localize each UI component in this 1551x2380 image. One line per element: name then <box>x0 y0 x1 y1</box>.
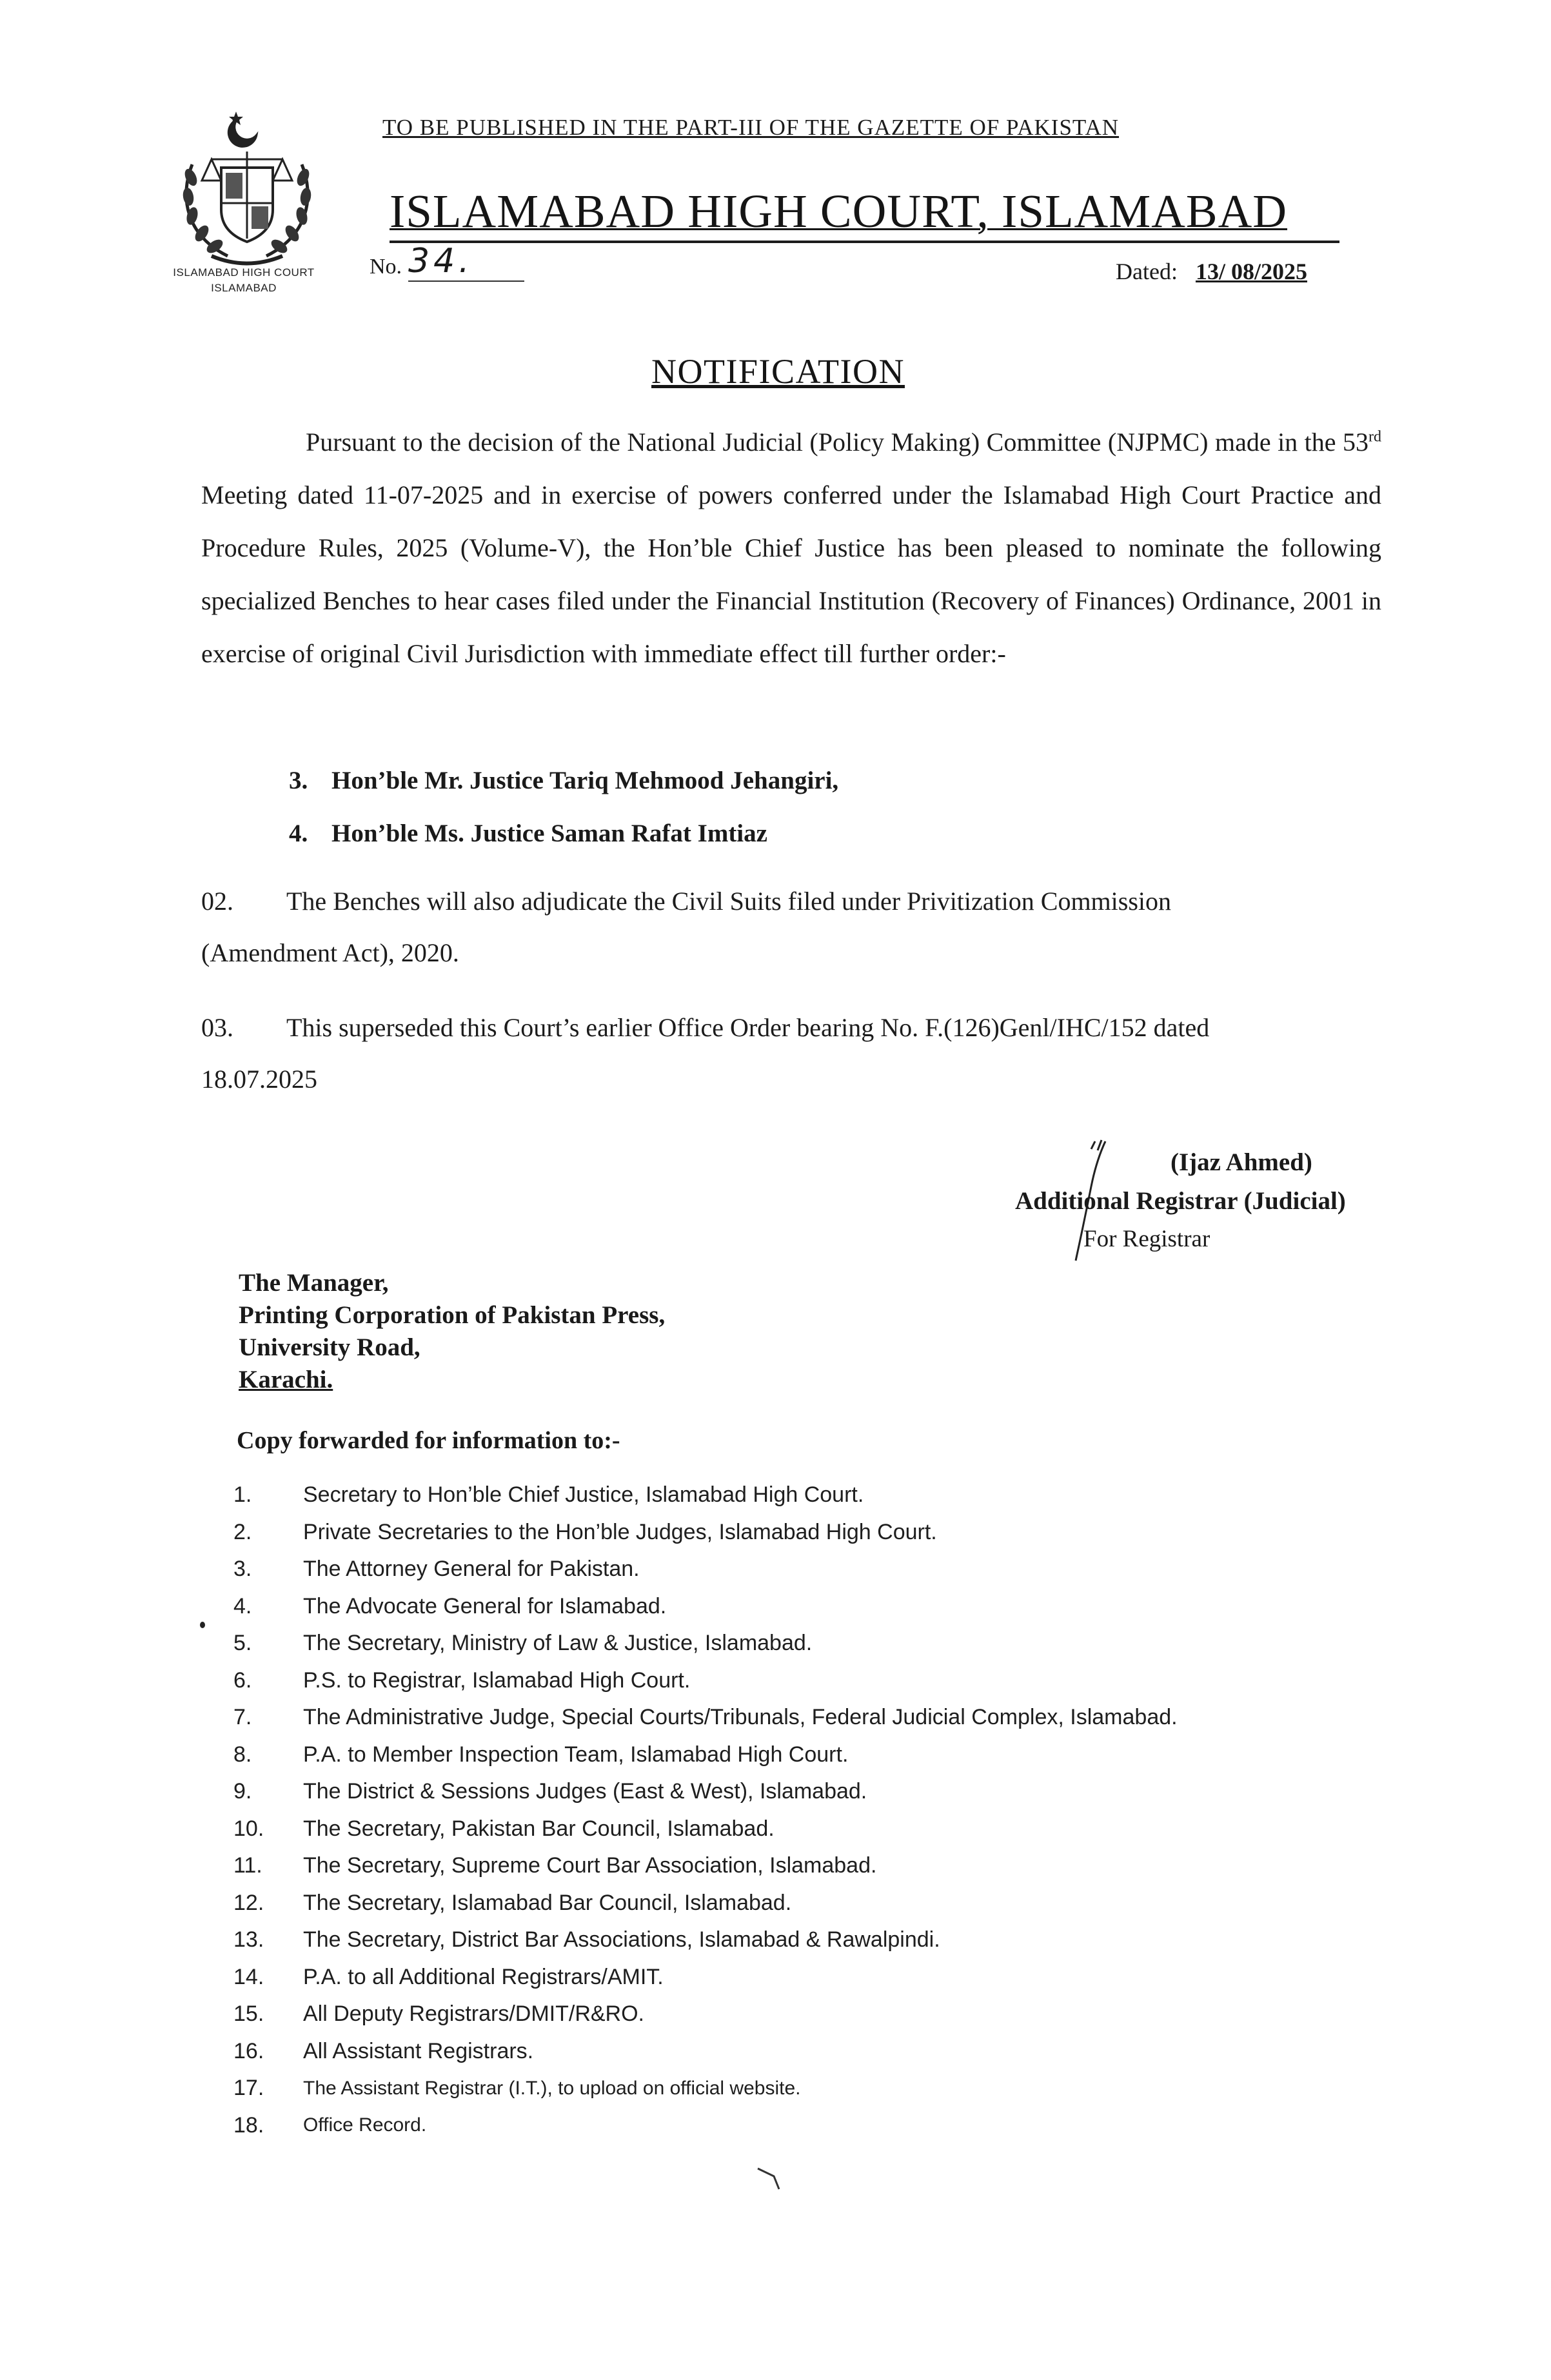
list-number: 12. <box>233 1890 264 1915</box>
list-text: Private Secretaries to the Hon’ble Judges, Islamabad High Court. <box>303 1519 937 1544</box>
signatory-for: For Registrar <box>1083 1226 1210 1252</box>
bench-judge: Hon’ble Ms. Justice Saman Rafat Imtiaz <box>331 820 767 847</box>
scan-speck <box>200 1622 205 1628</box>
list-text: Office Record. <box>303 2114 427 2136</box>
list-number: 18. <box>233 2112 264 2138</box>
para3-number: 03. <box>201 1013 233 1042</box>
addressee-line1: The Manager, <box>239 1269 389 1297</box>
para2-text-line1: The Benches will also adjudicate the Civil Suits filed under Privitization Commission <box>286 887 1172 916</box>
scan-mark <box>755 2163 793 2196</box>
bench-number: 3. <box>289 767 308 794</box>
addressee-line3: University Road, <box>239 1333 420 1361</box>
list-item <box>233 1736 1427 1774</box>
list-number: 9. <box>233 1779 252 1804</box>
addressee-line4: Karachi. <box>239 1366 333 1393</box>
list-text: All Deputy Registrars/DMIT/R&RO. <box>303 2001 644 2027</box>
benches-list <box>289 754 838 860</box>
body-paragraph-1 <box>201 416 1381 680</box>
document-title: NOTIFICATION <box>651 352 905 391</box>
list-item <box>233 1662 1427 1700</box>
list-item <box>233 1588 1427 1626</box>
list-number: 8. <box>233 1742 252 1767</box>
list-text: The District & Sessions Judges (East & West), Islamabad. <box>303 1779 867 1804</box>
emblem-caption <box>157 265 331 296</box>
signatory-name: (Ijaz Ahmed) <box>1171 1148 1312 1176</box>
emblem-caption-line2: ISLAMABAD <box>211 282 277 294</box>
list-text: The Secretary, Ministry of Law & Justice, Islamabad. <box>303 1631 813 1656</box>
addressee-block <box>239 1267 665 1396</box>
dated-value: 13/ 08/2025 <box>1195 259 1307 284</box>
para3-text-line1: This superseded this Court’s earlier Office Order bearing No. F.(126)Genl/IHC/152 dated <box>286 1013 1210 1042</box>
list-number: 4. <box>233 1593 252 1618</box>
para1-text-a: Pursuant to the decision of the National Judicial (Policy Making) Committee (NJPMC) made in the 53 <box>306 428 1368 457</box>
list-item <box>233 1514 1427 1551</box>
para1-text-b: Meeting dated 11-07-2025 and in exercise of powers conferred under the Islamabad High Court Practice and Procedure Rules, 2025 (Volume-V), the Hon’ble Chief Justice has been pleased to nominate the following specialized Benches to hear cases filed under the Financial Institution (Recovery of Finances) Ordinance, 2001 in exercise of original Civil Jurisdiction with immediate effect till further order:- <box>201 480 1381 668</box>
list-item <box>233 1885 1427 1922</box>
list-text: The Attorney General for Pakistan. <box>303 1557 640 1582</box>
para2-number: 02. <box>201 887 233 916</box>
signatory-designation: Additional Registrar (Judicial) <box>1015 1187 1346 1215</box>
list-text: The Administrative Judge, Special Courts/Tribunals, Federal Judicial Complex, Islamabad. <box>303 1705 1178 1730</box>
court-emblem-icon <box>166 106 328 280</box>
copy-heading: Copy forwarded for information to:- <box>237 1427 620 1454</box>
list-number: 15. <box>233 2001 264 2027</box>
list-text: P.A. to all Additional Registrars/AMIT. <box>303 1964 664 1989</box>
list-number: 10. <box>233 1816 264 1841</box>
list-item <box>233 1551 1427 1588</box>
list-text: The Advocate General for Islamabad. <box>303 1593 667 1618</box>
list-text: The Secretary, Supreme Court Bar Association, Islamabad. <box>303 1853 877 1878</box>
list-number: 3. <box>233 1557 252 1582</box>
bench-number: 4. <box>289 820 308 847</box>
list-text: The Secretary, Islamabad Bar Council, Islamabad. <box>303 1890 792 1915</box>
list-number: 2. <box>233 1519 252 1544</box>
list-number: 1. <box>233 1482 252 1508</box>
notification-number-label: No. <box>370 255 402 279</box>
list-text: P.A. to Member Inspection Team, Islamabad High Court. <box>303 1742 849 1767</box>
list-text: The Secretary, Pakistan Bar Council, Islamabad. <box>303 1816 775 1841</box>
bench-judge: Hon’ble Mr. Justice Tariq Mehmood Jehangiri, <box>331 767 839 794</box>
addressee-line2: Printing Corporation of Pakistan Press, <box>239 1301 666 1329</box>
list-item <box>233 1773 1427 1811</box>
list-text: Secretary to Hon’ble Chief Justice, Islamabad High Court. <box>303 1482 864 1508</box>
list-number: 14. <box>233 1964 264 1989</box>
court-name-heading <box>390 184 1339 243</box>
list-item <box>233 2107 1427 2145</box>
list-item <box>233 1959 1427 1996</box>
list-number: 11. <box>233 1853 262 1878</box>
para3-line1 <box>201 1002 1381 1054</box>
bench-item <box>289 807 838 860</box>
notification-number: 34. <box>408 242 524 282</box>
para2-text-line2: (Amendment Act), 2020. <box>201 938 459 967</box>
list-text: The Secretary, District Bar Associations, Islamabad & Rawalpindi. <box>303 1927 940 1952</box>
copy-list <box>233 1477 1427 2144</box>
dated-label: Dated: <box>1116 259 1178 284</box>
list-number: 6. <box>233 1667 252 1693</box>
list-item <box>233 2033 1427 2070</box>
list-text: All Assistant Registrars. <box>303 2038 534 2063</box>
list-number: 5. <box>233 1631 252 1656</box>
list-item <box>233 1811 1427 1848</box>
list-item <box>233 1847 1427 1885</box>
list-item <box>233 1477 1427 1514</box>
list-number: 17. <box>233 2076 264 2101</box>
para1-superscript: rd <box>1368 428 1381 446</box>
body-paragraphs-2-3 <box>201 876 1381 1105</box>
list-item <box>233 1996 1427 2033</box>
list-item <box>233 1625 1427 1662</box>
dated-line <box>1116 258 1307 285</box>
list-item <box>233 1699 1427 1736</box>
list-number: 16. <box>233 2038 264 2063</box>
emblem-caption-line1: ISLAMABAD HIGH COURT <box>173 266 315 279</box>
para3-text-line2: 18.07.2025 <box>201 1065 317 1094</box>
list-item <box>233 1922 1427 1959</box>
list-text: The Assistant Registrar (I.T.), to upload on official website. <box>303 2077 801 2099</box>
gazette-line: TO BE PUBLISHED IN THE PART-III OF THE GAZETTE OF PAKISTAN <box>382 115 1120 140</box>
para2-line1 <box>201 876 1381 927</box>
list-item <box>233 2070 1427 2107</box>
court-name: ISLAMABAD HIGH COURT, ISLAMABAD <box>390 185 1288 237</box>
bench-item <box>289 754 838 807</box>
list-text: P.S. to Registrar, Islamabad High Court. <box>303 1667 691 1693</box>
list-number: 13. <box>233 1927 264 1952</box>
list-number: 7. <box>233 1705 252 1730</box>
